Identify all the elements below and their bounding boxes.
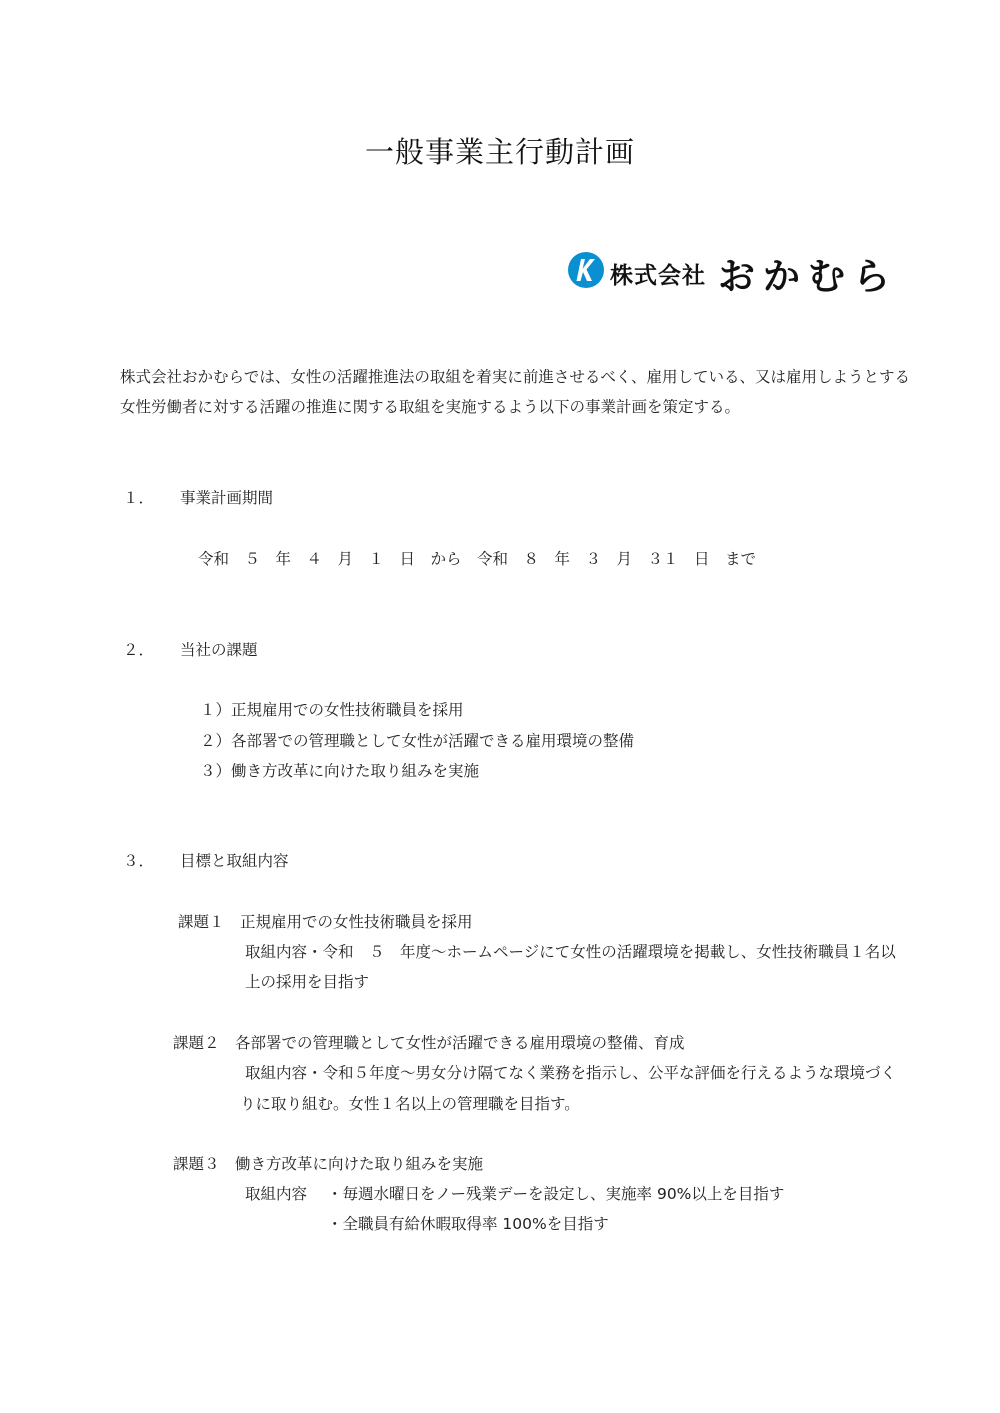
task-1-heading: 課題１ 正規雇用での女性技術職員を採用 (178, 913, 473, 931)
issue-item-1: １）正規雇用での女性技術職員を採用 (200, 701, 464, 719)
logo-company-name: おかむら (718, 255, 898, 298)
task-3-label: 取組内容 (245, 1185, 308, 1203)
issue-item-3: ３）働き方改革に向けた取り組みを実施 (200, 762, 480, 780)
intro-line-2: 女性労働者に対する活躍の推進に関する取組を実施するよう以下の事業計画を策定する。 (120, 398, 741, 416)
section-1-title: 事業計画期間 (180, 489, 274, 507)
document-title: 一般事業主行動計画 (364, 135, 635, 169)
intro-line-1: 株式会社おかむらでは、女性の活躍推進法の取組を着実に前進させるべく、雇用している、又は雇用しようとする (120, 368, 911, 386)
task-3-line-1: ・毎週水曜日をノー残業デーを設定し、実施率 90%以上を目指す (327, 1185, 785, 1203)
issue-item-2: ２）各部署での管理職として女性が活躍できる雇用環境の整備 (200, 732, 635, 750)
section-2-number: ２． (123, 641, 155, 659)
section-1-number: １． (123, 489, 155, 507)
section-3-title: 目標と取組内容 (180, 852, 289, 870)
task-3-heading: 課題３ 働き方改革に向けた取り組みを実施 (173, 1155, 484, 1173)
logo-kabushiki-text: 株式会社 (610, 263, 706, 289)
task-2-line-2: りに取り組む。女性１名以上の管理職を目指す。 (240, 1095, 580, 1113)
task-1-line-1: 取組内容・令和 ５ 年度～ホームページにて女性の活躍環境を掲載し、女性技術職員１名以 (245, 943, 896, 961)
plan-period: 令和 ５ 年 ４ 月 １ 日 から 令和 ８ 年 ３ 月 ３１ 日 まで (198, 550, 757, 568)
task-2-line-1: 取組内容・令和５年度～男女分け隔てなく業務を指示し、公平な評価を行えるような環境づく (245, 1064, 897, 1082)
task-3-line-2: ・全職員有給休暇取得率 100%を目指す (327, 1215, 609, 1233)
section-3-number: ３． (123, 852, 155, 870)
logo-mark-icon (568, 252, 604, 288)
task-2-heading: 課題２ 各部署での管理職として女性が活躍できる雇用環境の整備、育成 (173, 1034, 685, 1052)
task-1-line-2: 上の採用を目指す (245, 973, 370, 991)
section-2-title: 当社の課題 (180, 641, 258, 659)
